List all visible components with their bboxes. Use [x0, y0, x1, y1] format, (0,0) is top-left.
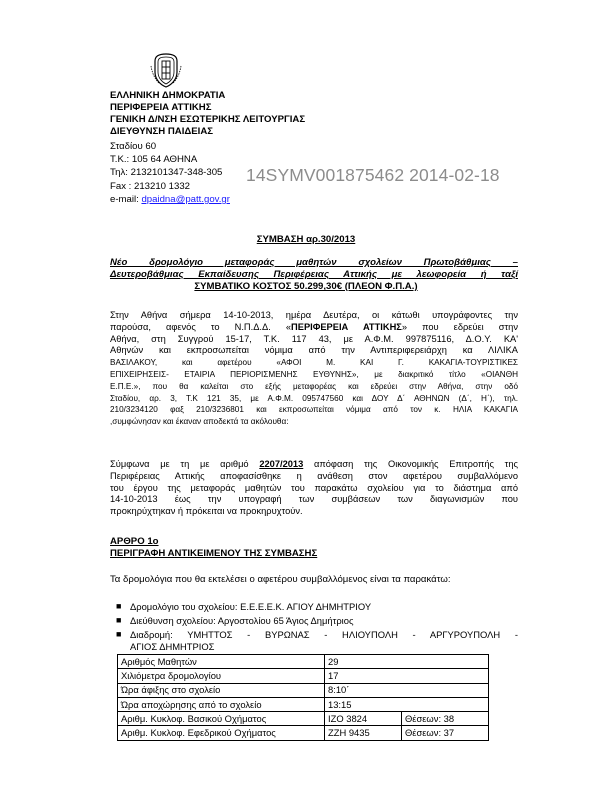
header-postal: Τ.Κ.: 105 64 ΑΘΗΝΑ	[110, 154, 198, 165]
decision-paragraph	[110, 459, 518, 518]
header-org-line-3: ΓΕΝΙΚΗ Δ/ΝΣΗ ΕΣΩΤΕΡΙΚΗΣ ΛΕΙΤΟΥΡΓΙΑΣ	[110, 114, 306, 125]
header-phone: Τηλ: 2132101347-348-305	[110, 167, 223, 178]
table-row	[118, 712, 489, 726]
table-row	[118, 669, 489, 683]
document-watermark: 14SYMV001875462 2014-02-18	[246, 165, 500, 185]
header-fax: Fax : 213210 1332	[110, 181, 191, 192]
intro-line: Αθήνα, στη Συγγρού 15-17, Τ.Κ. 117 43, με Α.Φ.Μ. 997875116, Δ.Ο.Υ. ΚΑ'	[110, 333, 518, 344]
subject-line-1: Νέο δρομολόγιο μεταφοράς μαθητών σχολείων Πρωτοβάθμιας –	[110, 257, 518, 268]
intro-line: Στην Αθήνα σήμερα 14-10-2013, ημέρα Δευτέρα, οι κάτωθι υπογράφοντες την	[110, 310, 518, 320]
bullet-school-route: Δρομολόγιο του σχολείου: Ε.Ε.Ε.Ε.Κ. ΑΓΙΟΥ ΔΗΜΗΤΡΙΟΥ	[130, 601, 372, 612]
table-row	[118, 655, 489, 669]
row-label: Αριθμός Μαθητών	[118, 655, 325, 669]
intro-line: ΒΑΣΙΛΑΚΟΥ, και αφετέρου «ΑΦΟΙ Μ. ΚΑΙ Γ. ΚΑΚΑΓΙΑ-ΤΟΥΡΙΣΤΙΚΕΣ	[110, 358, 518, 368]
intro-line: 210/3234120 φαξ 210/3236801 και εκπροσωπείται νόμιμα από τον κ. ΗΛΙΑ ΚΑΚΑΓΙΑ	[110, 405, 518, 415]
bullet-route-path: Διαδρομή: ΥΜΗΤΤΟΣ - ΒΥΡΩΝΑΣ - ΗΛΙΟΥΠΟΛΗ - ΑΡΓΥΡΟΥΠΟΛΗ -	[130, 629, 518, 640]
header-org-line-4: ΔΙΕΥΘΥΝΣΗ ΠΑΙΔΕΙΑΣ	[110, 126, 214, 137]
row-value: ΙΖΟ 3824	[325, 712, 402, 726]
row-label: Αριθμ. Κυκλοφ. Βασικού Οχήματος	[118, 712, 325, 726]
bullet-school-address: Διεύθυνση σχολείου: Αργοστολίου 65 Άγιος Δημήτριος	[130, 615, 354, 626]
contract-title: ΣΥΜΒΑΣΗ αρ.30/2013	[256, 234, 356, 245]
contract-cost: ΣΥΜΒΑΤΙΚΟ ΚΟΣΤΟΣ 50.299,30€ (ΠΛΕΟΝ Φ.Π.Α.)	[194, 281, 418, 292]
row-label: Αριθμ. Κυκλοφ. Εφεδρικού Οχήματος	[118, 726, 325, 740]
greek-emblem-icon	[149, 52, 183, 88]
decision-line: Περιφέρειας Αττικής αποφασίσθηκε η ανάθεση στον αφετέρου συμβαλλόμενο	[110, 470, 518, 481]
article-heading: ΠΕΡΙΓΡΑΦΗ ΑΝΤΙΚΕΙΜΕΝΟΥ ΤΗΣ ΣΥΜΒΑΣΗΣ	[110, 548, 318, 559]
row-value: 17	[325, 669, 489, 683]
row-value: ΖΖΗ 9435	[325, 726, 402, 740]
intro-line: ,συμφώνησαν και έκαναν αποδεκτά τα ακόλουθα:	[110, 417, 289, 427]
subject-line-2: Δευτεροβάθμιας Εκπαίδευσης Περιφέρειας Αττικής με λεωφορεία ή ταξί	[110, 269, 518, 280]
row-value: 29	[325, 655, 489, 669]
header-address: Σταδίου 60	[110, 141, 157, 152]
intro-line: παρούσα, αφενός το Ν.Π.Δ.Δ. «ΠΕΡΙΦΕΡΕΙΑ ΑΤΤΙΚΗΣ» που εδρεύει στην	[110, 321, 519, 332]
region-name: ΠΕΡΙΦΕΡΕΙΑ ΑΤΤΙΚΗΣ	[291, 321, 402, 332]
intro-line: Σταδίου, αρ. 3, Τ.Κ 121 35, με Α.Φ.Μ. 095747560 και ΔΟΥ Δ΄ ΑΘΗΝΩΝ (Δ΄, Η΄), τηλ.	[110, 393, 518, 403]
email-link[interactable]: dpaidna@patt.gov.gr	[141, 194, 230, 205]
decision-line: 14-10-2013 έως την υπογραφή των συμβάσεων των διαγωνισμών που	[110, 494, 518, 505]
bullet-dot-icon: ■	[116, 601, 122, 611]
row-label: Ώρα αποχώρησης από το σχολείο	[118, 697, 325, 711]
table-row	[118, 697, 489, 711]
row-value: 8:10΄	[325, 683, 489, 697]
decision-line: του έργου της μεταφοράς μαθητών του παρακάτω σχολείου για το διάστημα από	[110, 482, 518, 493]
article-number: ΑΡΘΡΟ 1ο	[110, 536, 159, 547]
row-extra: Θέσεων: 38	[402, 712, 489, 726]
header-org-line-1: ΕΛΛΗΝΙΚΗ ΔΗΜΟΚΡΑΤΙΑ	[110, 90, 226, 101]
decision-number: 2207/2013	[259, 459, 304, 469]
header-email-line	[110, 194, 230, 206]
route-info-table	[117, 654, 489, 741]
decision-line: Σύμφωνα με τη με αριθμό 2207/2013 απόφαση της Οικονομικής Επιτροπής της	[110, 459, 519, 469]
bullet-dot-icon: ■	[116, 615, 122, 625]
row-label: Ώρα άφιξης στο σχολείο	[118, 683, 325, 697]
bullet-dot-icon: ■	[116, 629, 122, 639]
email-label: e-mail:	[110, 194, 142, 205]
bullet-route-path-cont: ΑΓΙΟΣ ΔΗΜΗΤΡΙΟΣ	[130, 641, 215, 652]
intro-paragraph	[110, 310, 518, 428]
intro-line: Ε.Π.Ε.», που θα καλείται στο εξής μεταφορέας και εδρεύει στην Αθήνα, στην οδό	[110, 381, 518, 391]
row-extra: Θέσεων: 37	[402, 726, 489, 740]
decision-line: προκηρύχτηκαν ή πρόκειται να προκηρυχτούν.	[110, 506, 303, 517]
row-label: Χιλιόμετρα δρομολογίου	[118, 669, 325, 683]
table-row	[118, 683, 489, 697]
intro-line: Αθηνών και εκπροσωπείται νόμιμα από την Αντιπεριφερειάρχη κα ΛΙΛΙΚΑ	[110, 345, 518, 356]
article-lead: Τα δρομολόγια που θα εκτελέσει ο αφετέρου συμβαλλόμενος είναι τα παρακάτω:	[110, 574, 451, 585]
header-org-line-2: ΠΕΡΙΦΕΡΕΙΑ ΑΤΤΙΚΗΣ	[110, 102, 212, 113]
table-row	[118, 726, 489, 740]
intro-line: ΕΠΙΧΕΙΡΗΣΕΙΣ- ΕΤΑΙΡΙΑ ΠΕΡΙΟΡΙΣΜΕΝΗΣ ΕΥΘΥΝΗΣ», με διακριτικό τίτλο «ΟΙΑΝΘΗ	[110, 369, 518, 379]
row-value: 13:15	[325, 697, 489, 711]
